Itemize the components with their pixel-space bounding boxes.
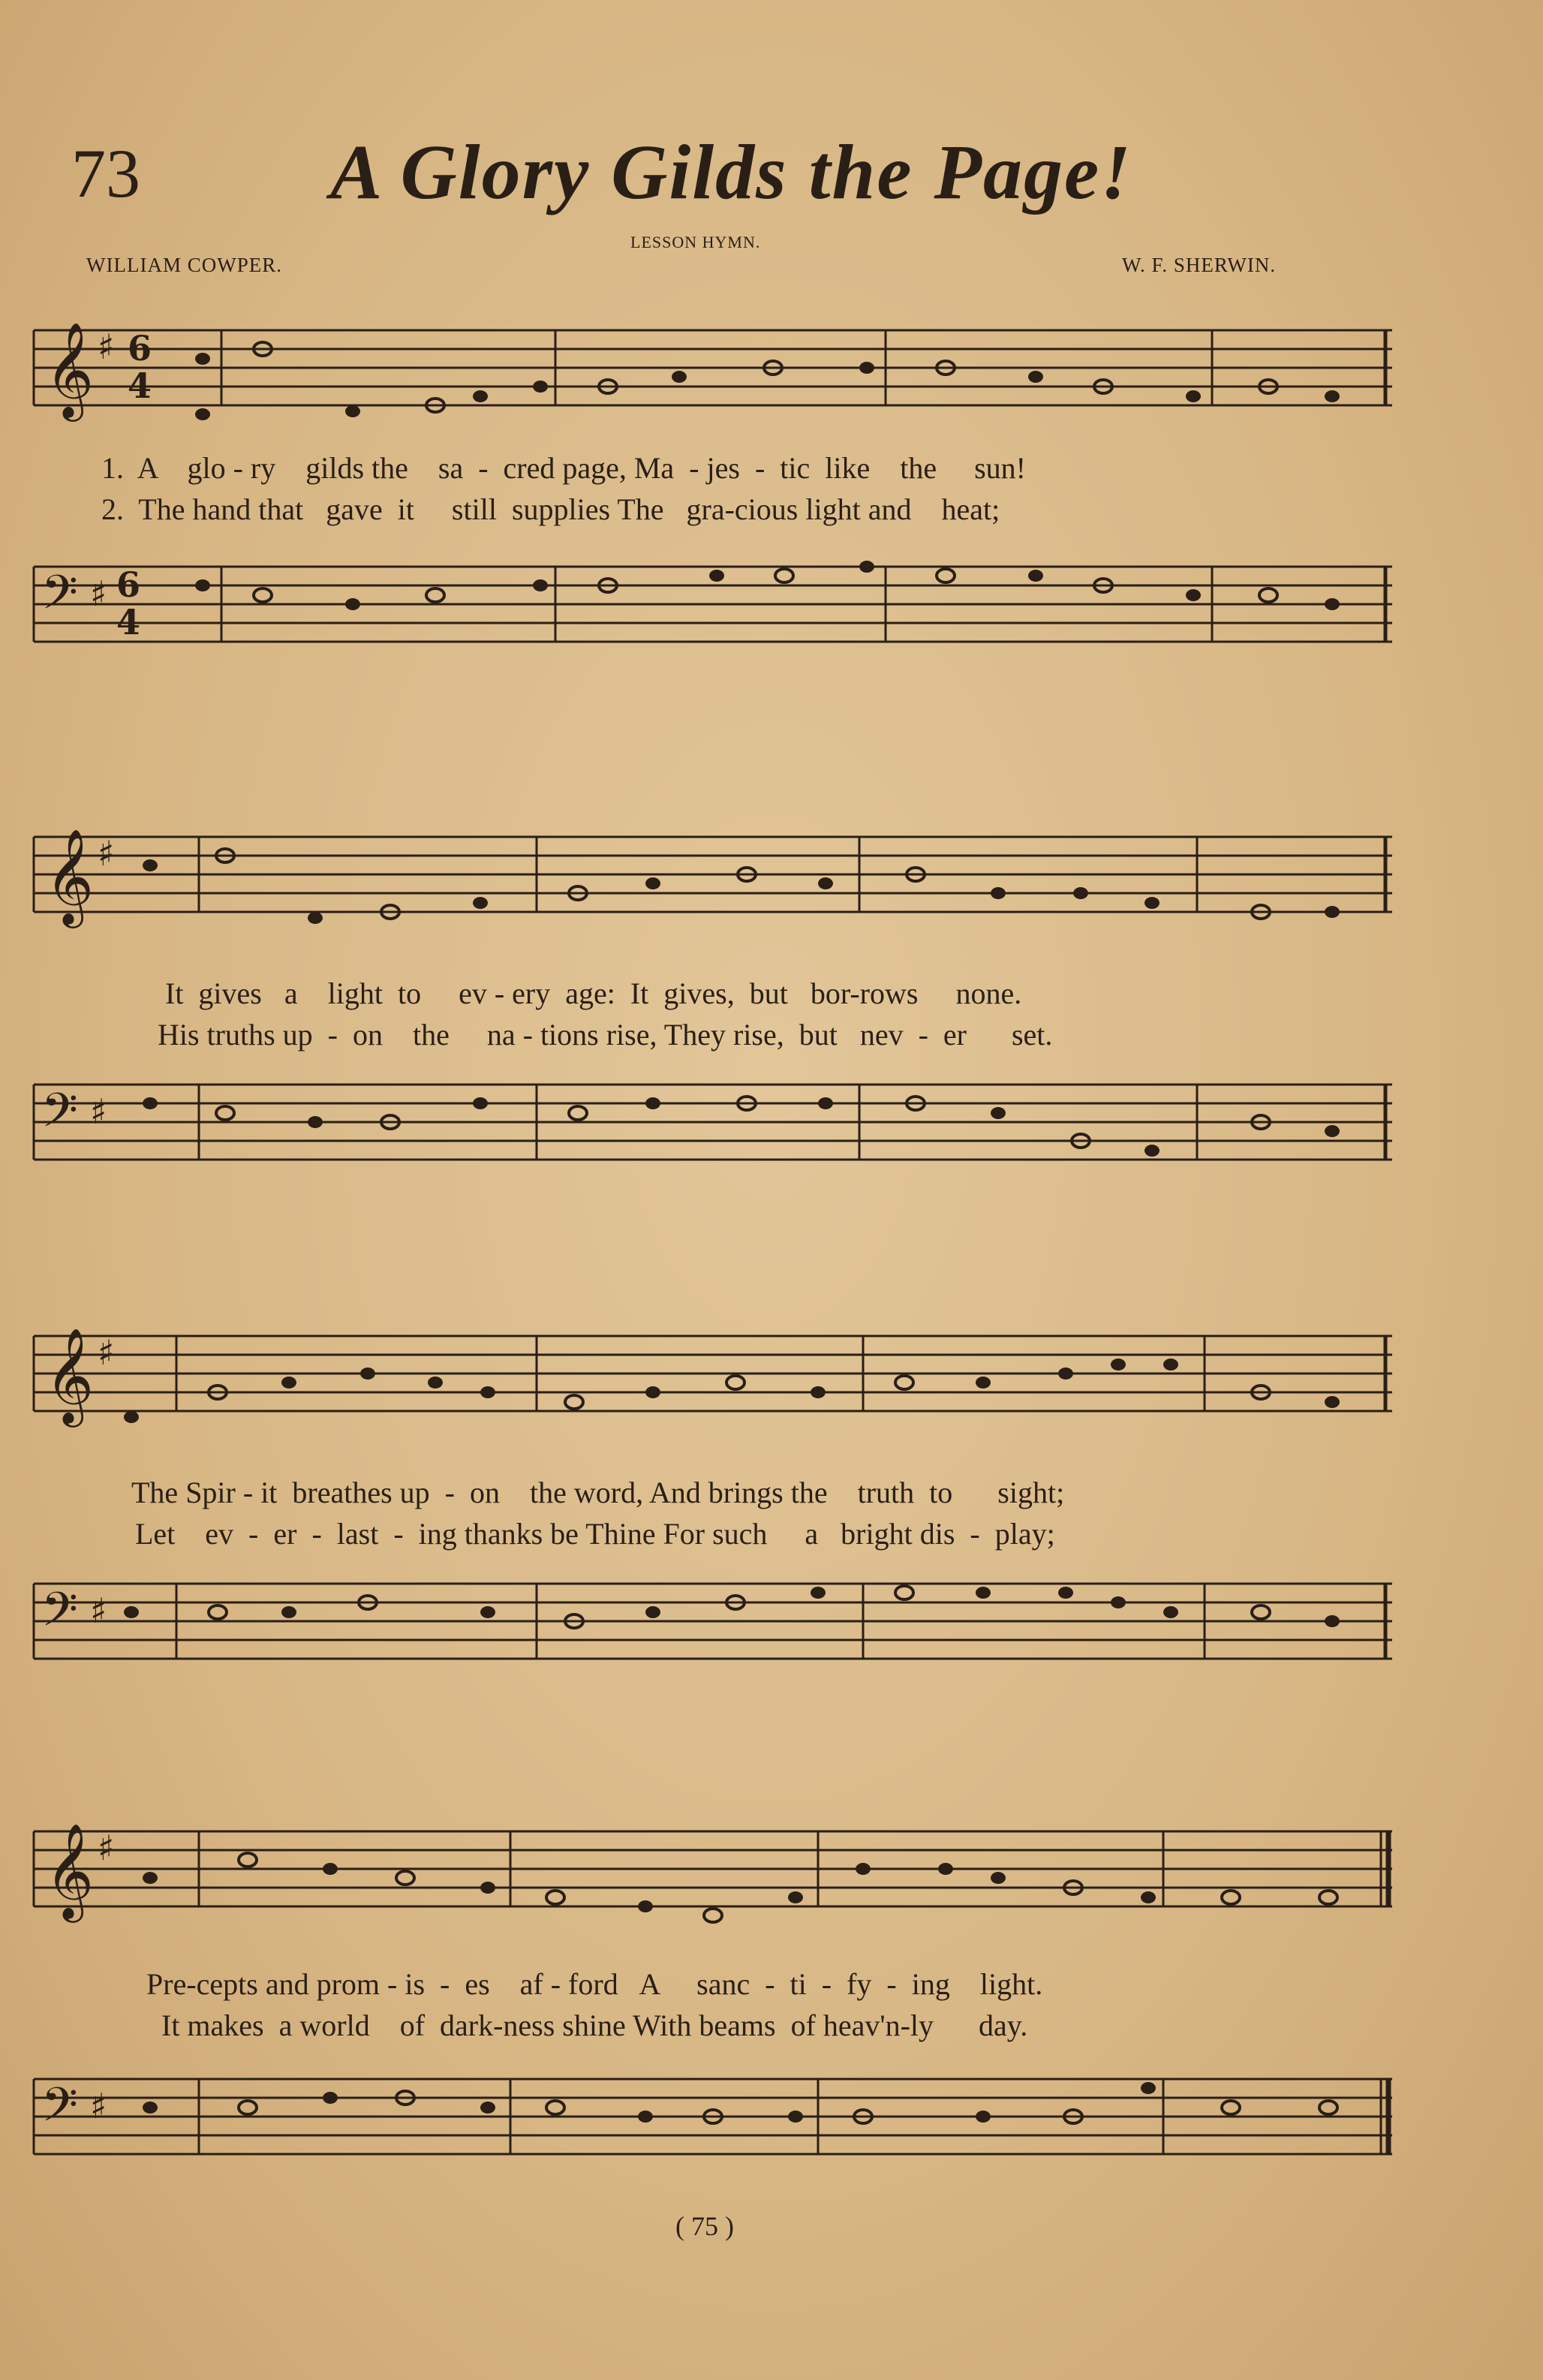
svg-text:♯: ♯ [98,1828,115,1868]
lyric-line-verse-1: The Spir - it breathes up - on the word, And brings the truth to sight; [131,1476,1065,1509]
treble-staff-4 [30,1816,1396,1929]
music-system-2 [30,822,1396,1197]
lyric-line-verse-1: 1. A glo - ry gilds the sa - cred page, Ma - jes - tic like the sun! [101,451,1026,485]
svg-text:4: 4 [116,602,141,642]
svg-text:𝄞: 𝄞 [45,828,95,924]
svg-text:𝄢: 𝄢 [41,1082,78,1149]
svg-text:6: 6 [116,564,141,605]
music-system-3 [30,1321,1396,1696]
hymn-title: A Glory Gilds the Page! [330,129,1132,215]
bass-staff-3 [30,1569,1396,1681]
music-system-4 [30,1816,1396,2192]
svg-text:6: 6 [128,328,152,369]
lyric-line-verse-2: His truths up - on the na - tions rise, They rise, but nev - er set. [158,1018,1053,1052]
lyric-line-verse-2: 2. The hand that gave it still supplies The gra-cious light and heat; [101,492,1000,526]
lesson-label: LESSON HYMN. [630,233,761,251]
composer-credit: W. F. SHERWIN. [1122,254,1277,276]
svg-text:𝄞: 𝄞 [45,1822,95,1918]
treble-staff-3 [30,1321,1396,1434]
bass-staff-4 [30,2064,1396,2177]
svg-text:♯: ♯ [90,2086,107,2126]
bass-staff-1 [30,552,1396,664]
lyric-line-verse-1: Pre-cepts and prom - is - es af - ford A sanc - ti - fy - ing light. [146,1967,1043,2001]
svg-text:♯: ♯ [90,573,107,614]
svg-text:𝄢: 𝄢 [41,2077,78,2144]
lyric-line-verse-2: It makes a world of dark-ness shine With beams of heav'n-ly day. [161,2008,1028,2042]
svg-text:♯: ♯ [98,833,115,874]
svg-text:𝄞: 𝄞 [45,1327,95,1423]
svg-text:𝄞: 𝄞 [45,321,95,417]
music-system-1 [30,300,1396,675]
svg-text:♯: ♯ [98,326,115,367]
svg-text:♯: ♯ [98,1332,115,1373]
treble-staff-1 [30,315,1396,428]
svg-text:4: 4 [128,366,152,406]
treble-staff-2 [30,822,1396,934]
lyric-line-verse-1: It gives a light to ev - ery age: It gives, but bor-rows none. [165,976,1022,1010]
svg-text:𝄢: 𝄢 [41,1581,78,1648]
svg-text:♯: ♯ [90,1091,107,1132]
svg-text:♯: ♯ [90,1590,107,1631]
page-number: ( 75 ) [675,2211,734,2241]
hymn-number: 73 [71,135,140,212]
lyric-line-verse-2: Let ev - er - last - ing thanks be Thine For such a bright dis - play; [135,1517,1055,1551]
author-credit: WILLIAM COWPER. [86,254,282,276]
bass-staff-2 [30,1070,1396,1182]
svg-text:𝄢: 𝄢 [41,564,78,631]
